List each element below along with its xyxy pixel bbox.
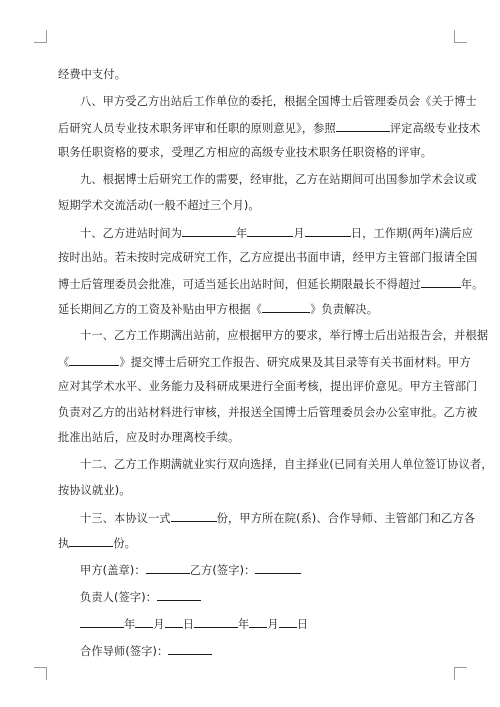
date-month-field-1[interactable] (135, 615, 153, 628)
blank-field[interactable] (262, 300, 310, 313)
clause-9-line-1: 九、根据博士后研究工作的需要，经审批，乙方在站期间可出国参加学术会议或 (80, 173, 477, 186)
blank-field[interactable] (247, 224, 293, 237)
paragraph-7-end: 经费中支付。 (58, 68, 127, 81)
blank-field[interactable] (69, 534, 113, 547)
signature-date-line: 年 月 日 年 月 日 (58, 615, 442, 633)
clause-10-line-2: 按时出站。若未按时完成研究工作，乙方应提出书面申请，经甲方主管部门报请全国 (58, 251, 478, 264)
clause-9-line-2: 短期学术交流活动(一般不超过三个月)。 (58, 198, 260, 212)
clause-10-line-3: 博士后管理委员会批准，可适当延长出站时间，但延长期限最长不得超过 年。 (58, 275, 442, 293)
clause-13-line-1: 十三、本协议一式 份，甲方所在院(系)、合作导师、主管部门和乙方各 (58, 509, 442, 527)
crop-mark-top-right (454, 30, 467, 43)
crop-mark-bottom-left (34, 667, 47, 680)
advisor-signature-field[interactable] (168, 642, 212, 655)
clause-8-line-2: 后研究人员专业技术职务评审和任职的原则意见》，参照 评定高级专业技术 (58, 119, 442, 137)
party-b-signature-field[interactable] (255, 561, 301, 574)
signature-party-line: 甲方(盖章)： 乙方(签字)： (58, 561, 442, 579)
clause-10-line-1: 十、乙方进站时间为 年 月 日，工作期(两年)满后应 (58, 224, 442, 242)
date-month-field-2[interactable] (249, 615, 267, 628)
blank-field[interactable] (305, 224, 351, 237)
clause-11-line-5: 批准出站后，应及时办理离校手续。 (58, 431, 240, 444)
blank-field[interactable] (421, 275, 461, 288)
clause-10-line-4: 延长期间乙方的工资及补贴由甲方根据《 》负责解决。 (58, 300, 442, 318)
clause-11-line-4: 负责对乙方的出站材料进行审核，并报送全国博士后管理委员会办公室审批。乙方被 (58, 405, 478, 419)
crop-mark-top-left (34, 30, 47, 43)
blank-field[interactable] (171, 509, 217, 522)
date-day-field-1[interactable] (165, 615, 183, 628)
clause-11-line-3: 应对其学术水平、业务能力及科研成果进行全面考核，提出评价意见。甲方主管部门 (58, 380, 478, 393)
clause-11-line-2: 《 》提交博士后研究工作报告、研究成果及其目录等有关书面材料。甲方 (58, 353, 442, 371)
clause-12-line-2: 按协议就业)。 (58, 483, 131, 497)
party-a-seal-field[interactable] (146, 561, 190, 574)
signature-advisor-line: 合作导师(签字)： (58, 642, 442, 660)
clause-8-line-3: 职务任职资格的要求，受理乙方相应的高级专业技术职务任职资格的评审。 (58, 146, 433, 159)
clause-12-line-1: 十二、乙方工作期满就业实行双向选择，自主择业(已同有关用人单位签订协议者， (80, 458, 493, 471)
blank-field[interactable] (336, 119, 390, 132)
clause-13-line-2: 执 份。 (58, 534, 442, 552)
date-day-field-2[interactable] (279, 615, 297, 628)
clause-8-line-1: 八、甲方受乙方出站后工作单位的委托，根据全国博士后管理委员会《关于博士 (80, 95, 477, 108)
date-year-field-1[interactable] (80, 615, 124, 628)
blank-field[interactable] (69, 353, 119, 366)
blank-field[interactable] (182, 224, 236, 237)
clause-11-line-1: 十一、乙方工作期满出站前，应根据甲方的要求，举行博士后出站报告会，并根据 (80, 329, 489, 342)
agreement-body (58, 66, 493, 660)
signature-responsible-line: 负责人(签字)： (58, 588, 442, 606)
crop-mark-bottom-right (454, 667, 467, 680)
responsible-signature-field[interactable] (157, 588, 201, 601)
date-year-field-2[interactable] (194, 615, 238, 628)
